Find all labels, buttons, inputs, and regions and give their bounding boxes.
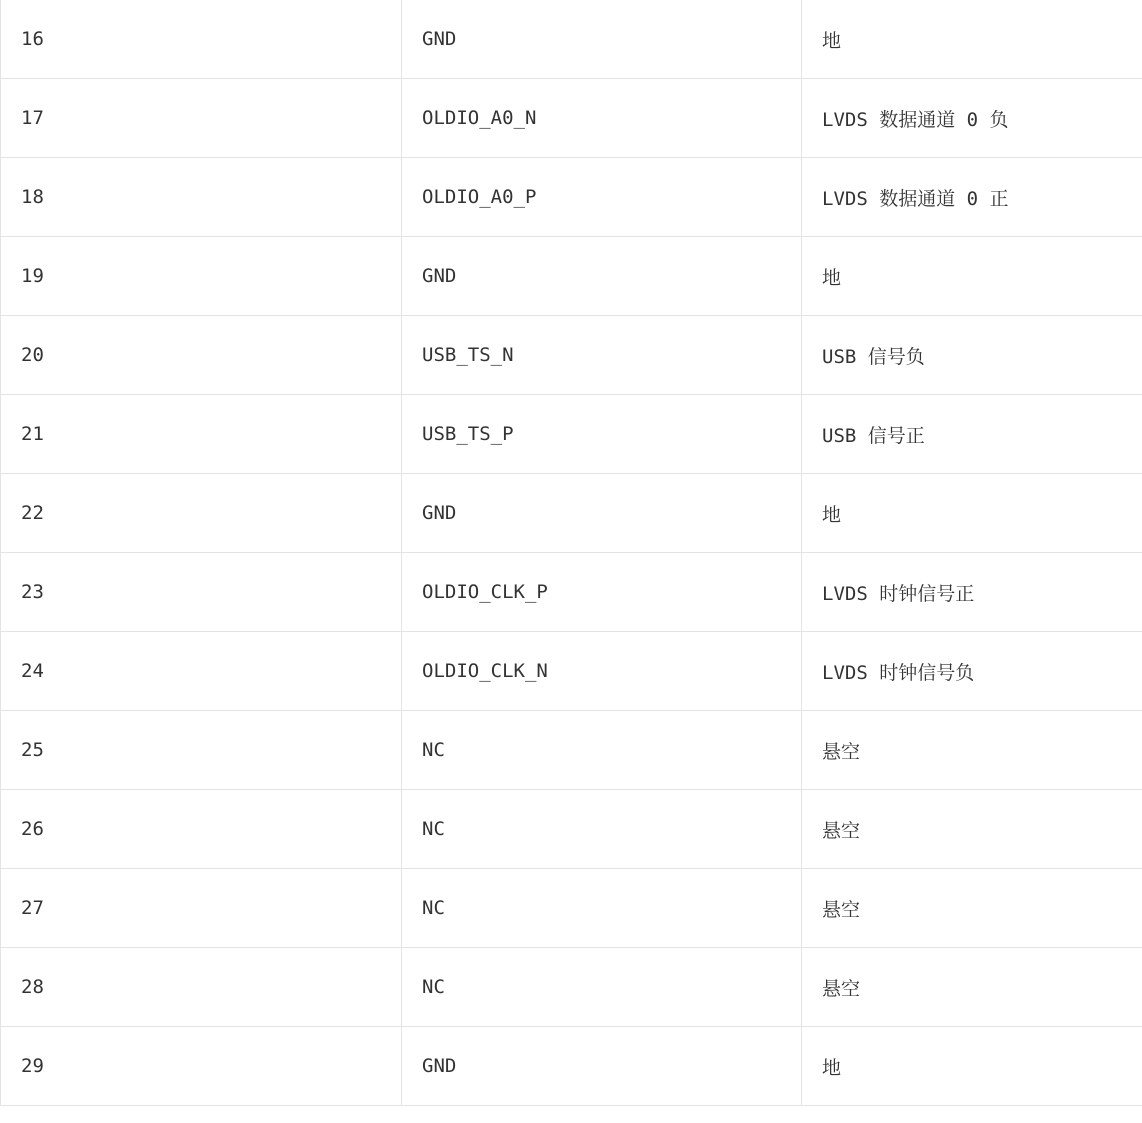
description-cell: 地 <box>802 474 1142 553</box>
description-cell: LVDS 数据通道 0 正 <box>802 158 1142 237</box>
table-row <box>1 79 1142 158</box>
table-row <box>1 1027 1142 1106</box>
signal-name-cell: NC <box>402 790 802 869</box>
description-cell: LVDS 时钟信号正 <box>802 553 1142 632</box>
table-row <box>1 158 1142 237</box>
pin-number-cell: 24 <box>1 632 402 711</box>
table-row <box>1 474 1142 553</box>
description-cell: 地 <box>802 237 1142 316</box>
signal-name-cell: OLDIO_CLK_P <box>402 553 802 632</box>
signal-name-cell: OLDIO_CLK_N <box>402 632 802 711</box>
table-body <box>1 0 1142 1106</box>
table-row <box>1 869 1142 948</box>
pin-number-cell: 21 <box>1 395 402 474</box>
signal-name-cell: GND <box>402 1027 802 1106</box>
table-row <box>1 237 1142 316</box>
table-row <box>1 632 1142 711</box>
table-row <box>1 948 1142 1027</box>
table-row <box>1 316 1142 395</box>
table-row <box>1 395 1142 474</box>
pin-number-cell: 23 <box>1 553 402 632</box>
signal-name-cell: NC <box>402 948 802 1027</box>
table-row <box>1 790 1142 869</box>
description-cell: LVDS 数据通道 0 负 <box>802 79 1142 158</box>
signal-name-cell: GND <box>402 474 802 553</box>
signal-name-cell: NC <box>402 869 802 948</box>
pin-number-cell: 28 <box>1 948 402 1027</box>
pin-number-cell: 29 <box>1 1027 402 1106</box>
pin-number-cell: 16 <box>1 0 402 79</box>
description-cell: 悬空 <box>802 711 1142 790</box>
description-cell: 地 <box>802 1027 1142 1106</box>
pin-number-cell: 26 <box>1 790 402 869</box>
pin-number-cell: 25 <box>1 711 402 790</box>
description-cell: USB 信号正 <box>802 395 1142 474</box>
table-row <box>1 553 1142 632</box>
description-cell: USB 信号负 <box>802 316 1142 395</box>
pin-number-cell: 17 <box>1 79 402 158</box>
description-cell: 悬空 <box>802 869 1142 948</box>
signal-name-cell: OLDIO_A0_N <box>402 79 802 158</box>
signal-name-cell: NC <box>402 711 802 790</box>
signal-name-cell: OLDIO_A0_P <box>402 158 802 237</box>
signal-name-cell: USB_TS_P <box>402 395 802 474</box>
pin-number-cell: 19 <box>1 237 402 316</box>
signal-name-cell: GND <box>402 0 802 79</box>
description-cell: 悬空 <box>802 948 1142 1027</box>
description-cell: 地 <box>802 0 1142 79</box>
signal-name-cell: GND <box>402 237 802 316</box>
table-row <box>1 0 1142 79</box>
pin-number-cell: 20 <box>1 316 402 395</box>
pin-number-cell: 18 <box>1 158 402 237</box>
description-cell: 悬空 <box>802 790 1142 869</box>
pin-number-cell: 22 <box>1 474 402 553</box>
table-row <box>1 711 1142 790</box>
pin-number-cell: 27 <box>1 869 402 948</box>
signal-name-cell: USB_TS_N <box>402 316 802 395</box>
description-cell: LVDS 时钟信号负 <box>802 632 1142 711</box>
